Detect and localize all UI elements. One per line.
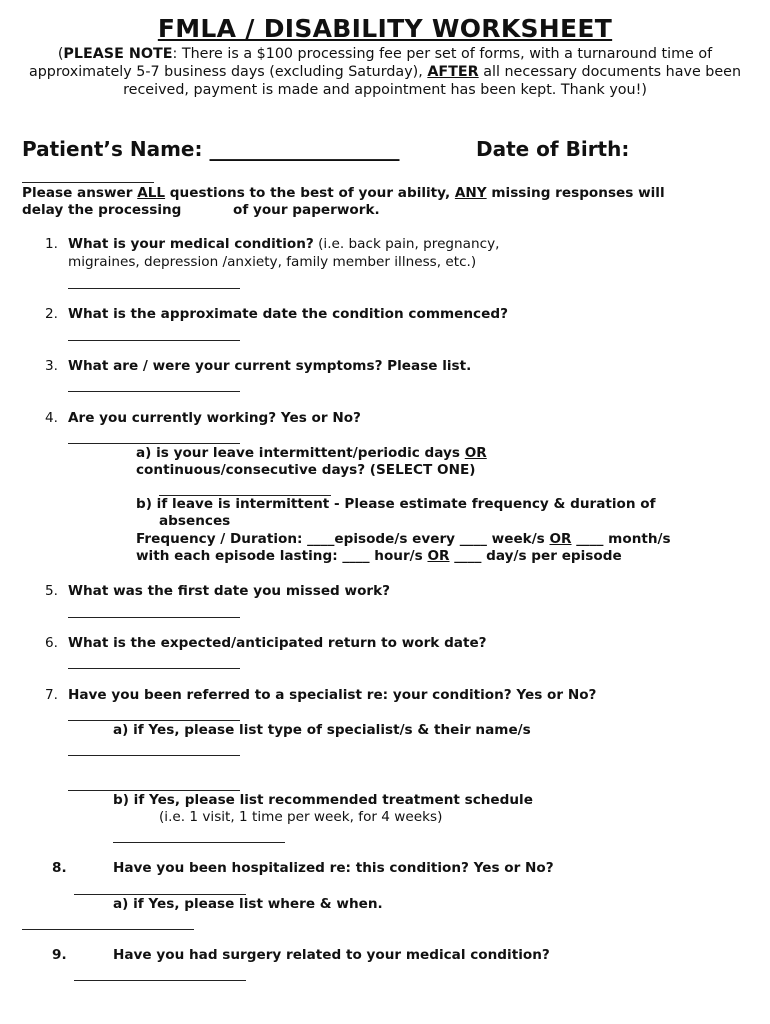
- q8-text: Have you been hospitalized re: this condition? Yes or No?: [113, 860, 554, 876]
- dob-line[interactable]: [22, 182, 154, 183]
- instructions-line-2a: delay the processing: [22, 202, 182, 218]
- q4b-duration: with each episode lasting: ____ hour/s OR ____ day/s per episode: [136, 548, 622, 564]
- q9-number: 9.: [52, 947, 67, 963]
- q9-text: Have you had surgery related to your medical condition?: [113, 947, 550, 963]
- q7b-answer-line[interactable]: [113, 842, 285, 843]
- q7-text: Have you been referred to a specialist re: your condition? Yes or No?: [68, 687, 597, 703]
- fee-note: (PLEASE NOTE: There is a $100 processing fee per set of forms, with a turnaround time of approximately 5-7 business days (excluding Saturday), AFTER all necessary documents have been received, payment is made and appointment has been kept. Thank you!): [28, 46, 742, 98]
- q6-answer-line[interactable]: [68, 668, 240, 669]
- note-label: PLEASE NOTE: [63, 46, 173, 62]
- q7a-answer-line-1[interactable]: [68, 755, 240, 756]
- q4b-line-1: b) if leave is intermittent - Please estimate frequency & duration of: [136, 496, 656, 512]
- q4b-frequency: Frequency / Duration: ____episode/s every ____ week/s OR ____ month/s: [136, 531, 671, 547]
- q7-answer-line[interactable]: [68, 720, 240, 721]
- q1-text: What is your medical condition? (i.e. back pain, pregnancy,: [68, 236, 500, 252]
- q4-text: Are you currently working? Yes or No?: [68, 410, 361, 426]
- q7b-text: b) if Yes, please list recommended treatment schedule: [113, 792, 533, 808]
- q5-text: What was the first date you missed work?: [68, 583, 391, 599]
- q1-number: 1.: [45, 236, 58, 252]
- q6-number: 6.: [45, 635, 58, 651]
- patient-name-label: Patient’s Name: ___________________: [22, 137, 400, 161]
- note-after: AFTER: [427, 64, 479, 80]
- q2-number: 2.: [45, 306, 58, 322]
- q5-number: 5.: [45, 583, 58, 599]
- dob-label: Date of Birth:: [476, 137, 630, 161]
- q3-number: 3.: [45, 358, 58, 374]
- q3-text: What are / were your current symptoms? Please list.: [68, 358, 472, 374]
- q4-answer-line[interactable]: [68, 443, 240, 444]
- q8-answer-line[interactable]: [74, 894, 246, 895]
- q1-answer-line[interactable]: [68, 288, 240, 289]
- page-title: FMLA / DISABILITY WORKSHEET: [157, 14, 613, 43]
- q6-text: What is the expected/anticipated return to work date?: [68, 635, 487, 651]
- q5-answer-line[interactable]: [68, 617, 240, 618]
- q3-answer-line[interactable]: [68, 391, 240, 392]
- instructions-line-1: Please answer ALL questions to the best of your ability, ANY missing responses will: [22, 185, 665, 201]
- q8-number: 8.: [52, 860, 67, 876]
- q4-number: 4.: [45, 410, 58, 426]
- q4b-line-2: absences: [159, 513, 231, 529]
- q4a-line-1: a) is your leave intermittent/periodic days OR: [136, 445, 487, 461]
- q9-answer-line[interactable]: [74, 980, 246, 981]
- q2-answer-line[interactable]: [68, 340, 240, 341]
- q4a-line-2: continuous/consecutive days? (SELECT ONE): [136, 462, 476, 478]
- q7b-hint: (i.e. 1 visit, 1 time per week, for 4 weeks): [159, 809, 443, 825]
- q8a-text: a) if Yes, please list where & when.: [113, 896, 383, 912]
- q1-hint: migraines, depression /anxiety, family member illness, etc.): [68, 254, 477, 270]
- q7-number: 7.: [45, 687, 58, 703]
- q7a-answer-line-2[interactable]: [68, 790, 240, 791]
- instructions-line-2b: of your paperwork.: [233, 202, 380, 218]
- q7a-text: a) if Yes, please list type of specialist/s & their name/s: [113, 722, 531, 738]
- q2-text: What is the approximate date the condition commenced?: [68, 306, 508, 322]
- q8a-answer-line[interactable]: [22, 929, 194, 930]
